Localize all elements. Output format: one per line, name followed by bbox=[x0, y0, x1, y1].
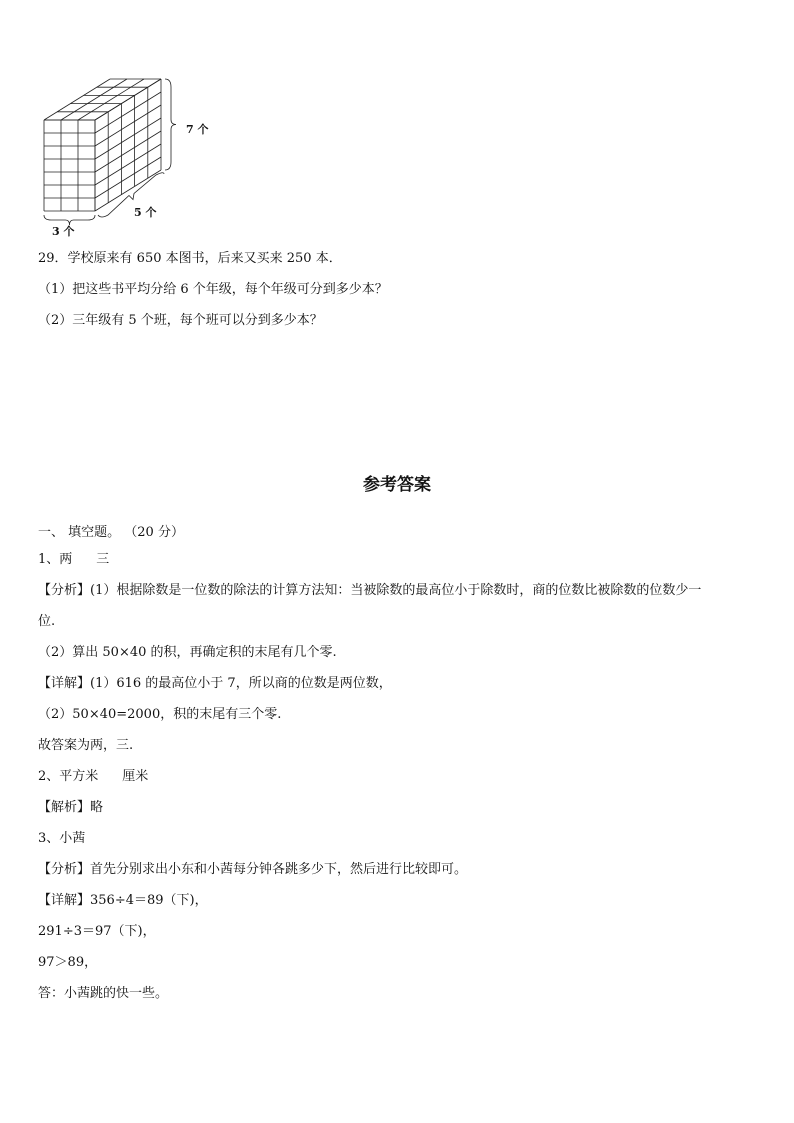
answer-3-analysis: 【分析】首先分别求出小东和小茜每分钟各跳多少下，然后进行比较即可。 bbox=[38, 862, 468, 877]
cuboid-grid-image bbox=[30, 78, 230, 240]
answer-3-head: 3、小茜 bbox=[38, 831, 86, 846]
answer-1-detail-2: （2）50×40=2000，积的末尾有三个零. bbox=[38, 707, 282, 722]
cuboid-figure bbox=[30, 78, 230, 240]
answer-2-value-2: 厘米 bbox=[122, 769, 149, 784]
brace-mark bbox=[44, 215, 95, 225]
grid-line bbox=[61, 79, 127, 120]
answers-title: 参考答案 bbox=[363, 475, 431, 495]
depth-label: 5 个 bbox=[134, 206, 157, 219]
answer-2-explain: 【解析】略 bbox=[38, 800, 104, 815]
question-29-part2: （2）三年级有 5 个班，每个班可以分到多少本？ bbox=[38, 313, 323, 328]
answer-3-detail-3: 97＞89， bbox=[38, 955, 98, 970]
question-29-part1: （1）把这些书平均分给 6 个年级，每个年级可分到多少本？ bbox=[38, 282, 388, 297]
grid-line bbox=[95, 79, 161, 120]
answer-3-detail-1: 【详解】356÷4＝89（下)， bbox=[38, 893, 208, 908]
answer-1-value-1: 1、两 bbox=[38, 552, 73, 567]
question-29-stem: 29．学校原来有 650 本图书，后来又买来 250 本． bbox=[38, 251, 342, 266]
grid-line bbox=[95, 92, 161, 133]
answer-3-detail-2: 291÷3＝97（下)， bbox=[38, 924, 156, 939]
section-1-heading: 一、 填空题。 （20 分） bbox=[38, 525, 184, 540]
answer-1-detail-1: 【详解】(1）616 的最高位小于 7，所以商的位数是两位数， bbox=[38, 676, 392, 691]
answer-1-analysis-1: 【分析】(1）根据除数是一位数的除法的计算方法知：当被除数的最高位小于除数时，商的位数比被除数的位数少一 bbox=[38, 583, 702, 598]
answer-1-head bbox=[38, 551, 109, 569]
grid-line bbox=[95, 118, 161, 159]
answer-1-analysis-1-cont: 位. bbox=[38, 614, 56, 629]
height-label: 7 个 bbox=[186, 123, 209, 136]
brace-mark bbox=[165, 79, 176, 170]
answer-1-analysis-2: （2）算出 50×40 的积，再确定积的末尾有几个零. bbox=[38, 645, 337, 660]
grid-line bbox=[44, 79, 110, 120]
grid-line bbox=[78, 79, 144, 120]
grid-line bbox=[95, 105, 161, 146]
grid-line bbox=[95, 157, 161, 198]
grid-line bbox=[95, 170, 161, 211]
answer-2-value-1: 2、平方米 bbox=[38, 769, 99, 784]
answer-3-answer: 答：小茜跳的快一些。 bbox=[38, 986, 169, 1001]
answer-1-conclusion: 故答案为两，三. bbox=[38, 738, 134, 753]
width-label: 3 个 bbox=[52, 225, 75, 238]
answer-2-head bbox=[38, 768, 148, 786]
grid-line bbox=[95, 131, 161, 172]
answer-1-value-2: 三 bbox=[96, 552, 110, 567]
